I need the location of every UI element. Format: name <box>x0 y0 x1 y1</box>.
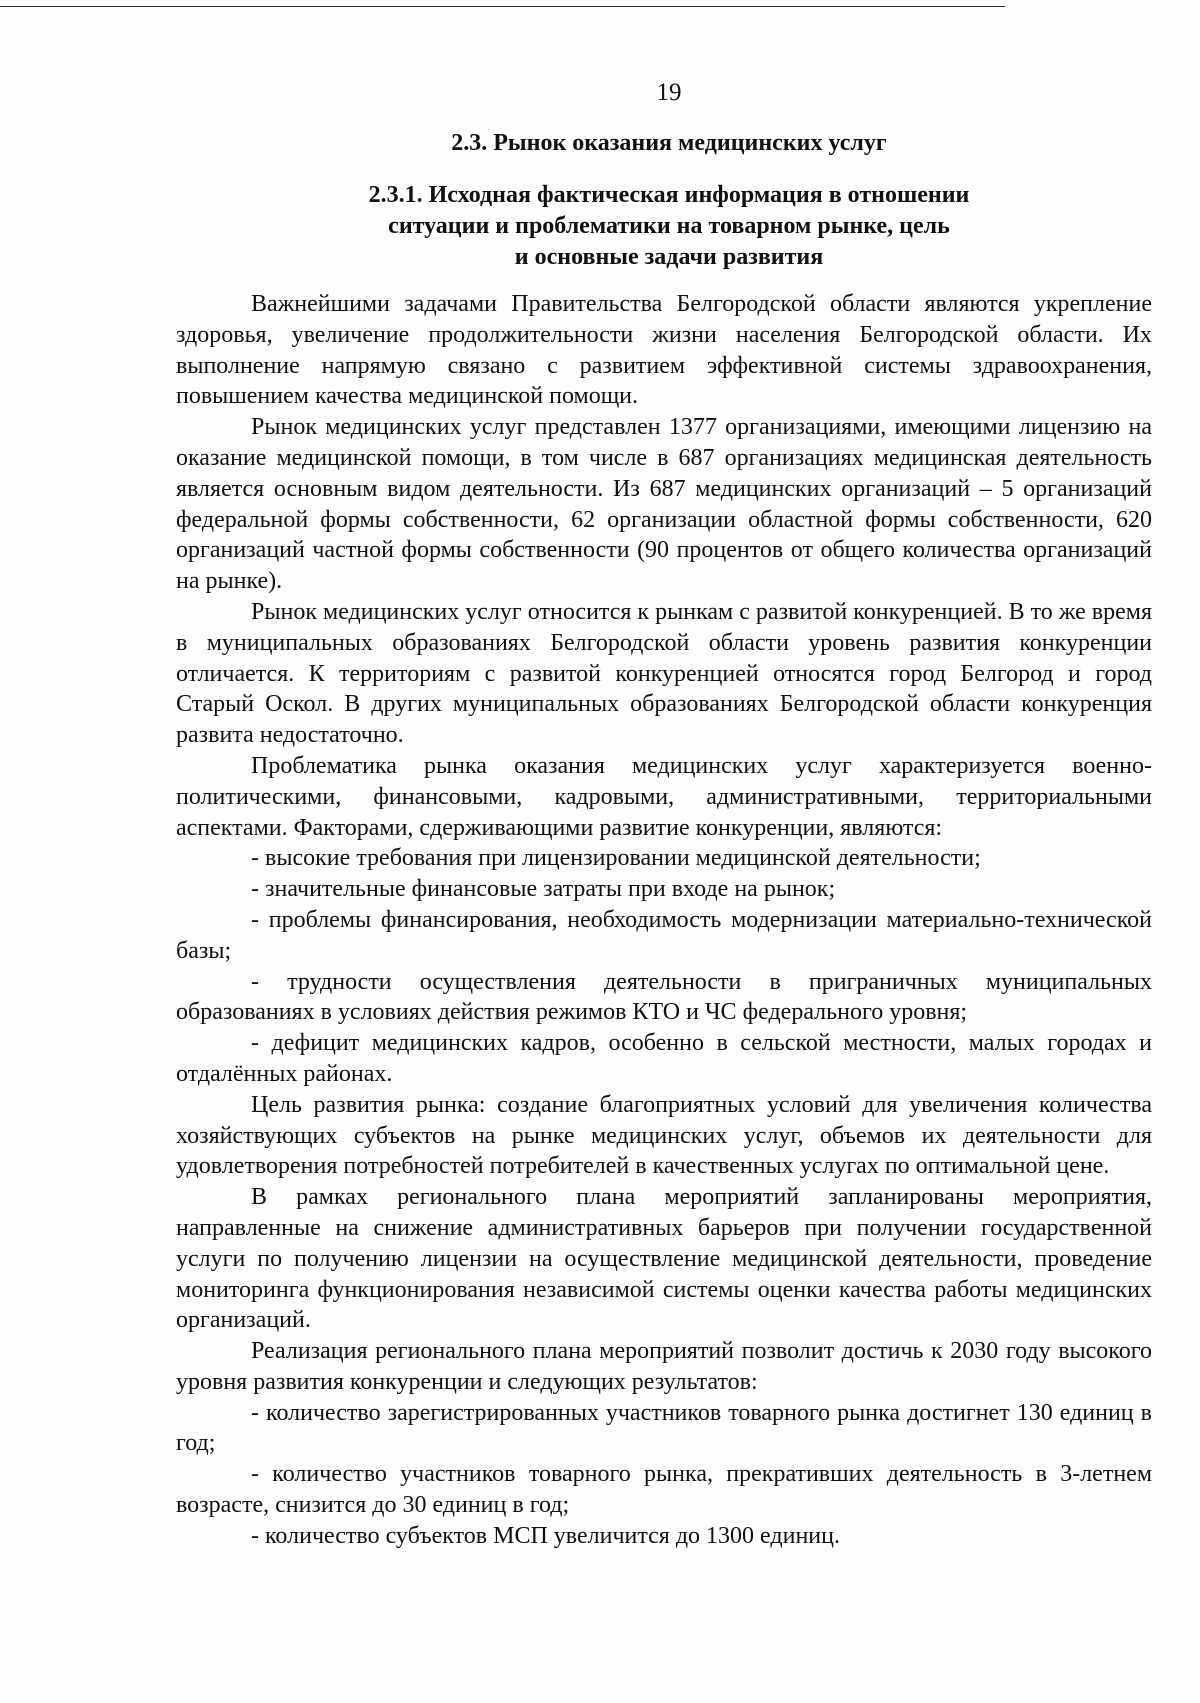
list-item-financing: - проблемы финансирования, необходимость модернизации материально-технической базы; <box>176 906 1152 964</box>
list-item-staff-shortage: - дефицит медицинских кадров, особенно в сельской местности, малых городах и отдалённых районах. <box>176 1030 1152 1087</box>
paragraph-priorities: Важнейшими задачами Правительства Белгородской области являются укрепление здоровья, увеличение продолжительности жизни населения Белгородской области. Их выполнение напрямую связано с развитием эффективной системы здравоохранения, повышением качества медицинской помощи. <box>176 291 1152 410</box>
paragraph-market-structure: Рынок медицинских услуг представлен 1377 организациями, имеющими лицензию на оказание медицинской помощи, в том числе в 687 организациях медицинская деятельность является основным видом деятельности. Из 687 медицинских организаций – 5 организаций федеральной формы собственности, 62 организации областной формы собственности, 620 организаций частной формы собственности (90 процентов от общего количества организаций на рынке). <box>176 414 1152 595</box>
subsection-heading-line: и основные задачи развития <box>514 244 824 270</box>
subsection-heading <box>0 180 1200 273</box>
paragraph-expected-results: Реализация регионального плана мероприятий позволит достичь к 2030 году высокого уровня развития конкуренции и следующих результатов: <box>176 1338 1152 1395</box>
list-item-registered-participants: - количество зарегистрированных участников товарного рынка достигнет 130 единиц в год; <box>176 1399 1152 1457</box>
section-heading: 2.3. Рынок оказания медицинских услуг <box>451 130 887 156</box>
page-number: 19 <box>656 79 682 106</box>
list-item-border-regions: - трудности осуществления деятельности в приграничных муниципальных образованиях в условиях действия режимов КТО и ЧС федерального уровня; <box>176 968 1152 1026</box>
paragraph-regional-plan: В рамках регионального плана мероприятий запланированы мероприятия, направленные на снижение административных барьеров при получении государственной услуги по получению лицензии на осуществление медицинской деятельности, проведение мониторинга функционирования независимой системы оценки качества работы медицинских организаций. <box>176 1184 1152 1334</box>
list-item-entry-costs: - значительные финансовые затраты при входе на рынок; <box>251 876 836 903</box>
top-border-line <box>0 6 1005 7</box>
body-text <box>176 289 1152 1552</box>
subsection-heading-line: 2.3.1. Исходная фактическая информация в отношении <box>368 182 970 208</box>
list-item-licensing: - высокие требования при лицензировании медицинской деятельности; <box>251 845 981 872</box>
list-item-sme-count: - количество субъектов МСП увеличится до 1300 единиц. <box>251 1522 840 1549</box>
paragraph-market-goal: Цель развития рынка: создание благоприятных условий для увеличения количества хозяйствующих субъектов на рынке медицинских услуг, объемов их деятельности для удовлетворения потребностей потребителей в качественных услугах по оптимальной цене. <box>176 1091 1152 1180</box>
paragraph-competition-level: Рынок медицинских услуг относится к рынкам с развитой конкуренцией. В то же время в муниципальных образованиях Белгородской области уровень развития конкуренции отличается. К территориям с развитой конкуренцией относятся город Белгород и город Старый Оскол. В других муниципальных образованиях Белгородской области конкуренция развита недостаточно. <box>176 598 1152 749</box>
list-item-ceased-participants: - количество участников товарного рынка, прекративших деятельность в 3-летнем возрасте, снизится до 30 единиц в год; <box>176 1461 1152 1519</box>
paragraph-problems-intro: Проблематика рынка оказания медицинских услуг характеризуется военно-политическими, финансовыми, кадровыми, административными, территориальными аспектами. Факторами, сдерживающими развитие конкуренции, являются: <box>176 752 1152 841</box>
subsection-heading-line: ситуации и проблематики на товарном рынке, цель <box>388 213 950 239</box>
